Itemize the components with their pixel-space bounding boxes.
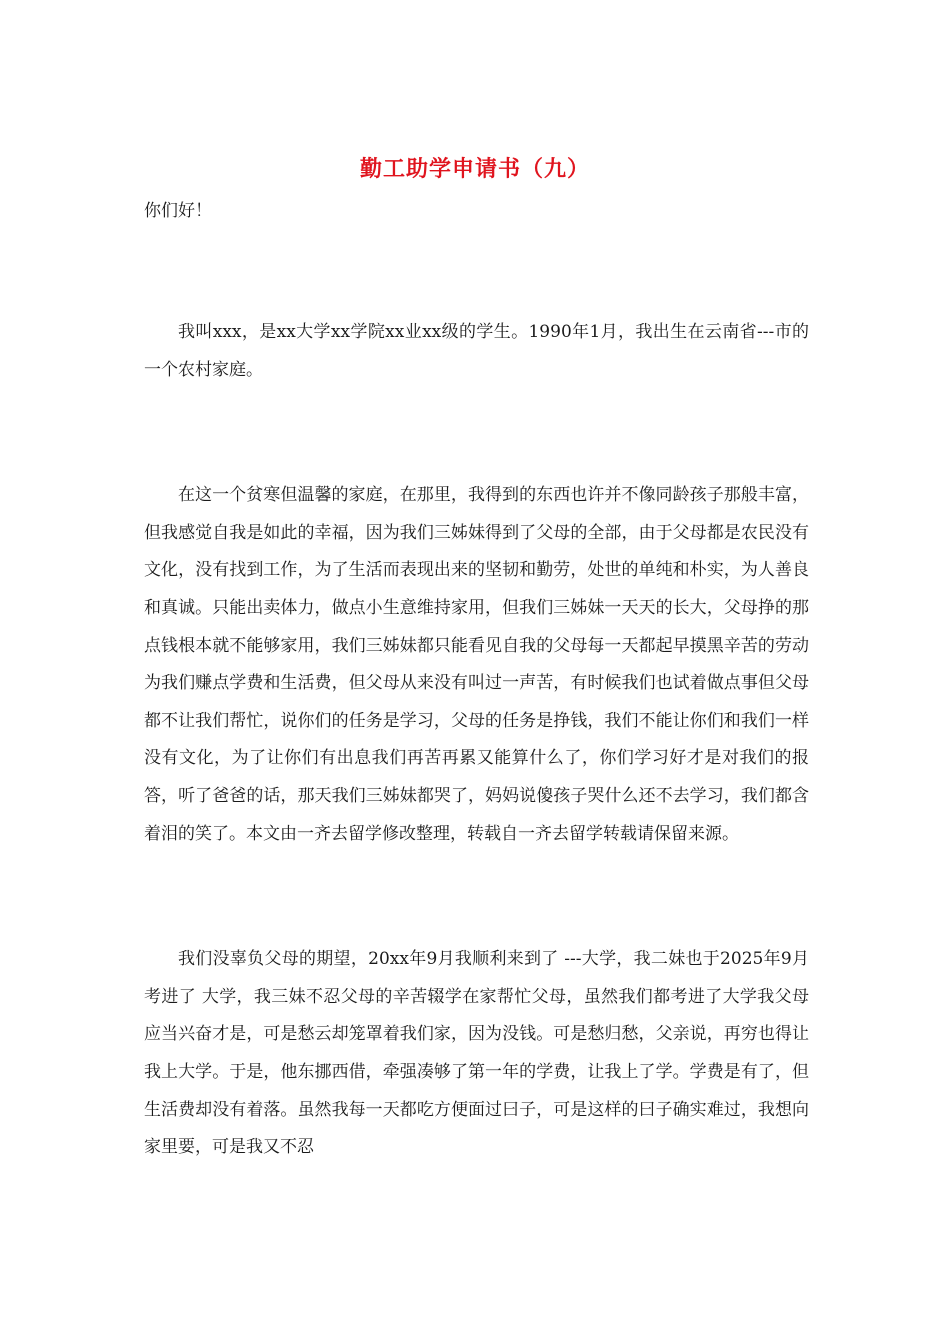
paragraph-family: 在这一个贫寒但温馨的家庭，在那里，我得到的东西也许并不像同龄孩子那般丰富，但我感觉自我是如此的幸福，因为我们三姊妹得到了父母的全部，由于父母都是农民没有文化，没有找到工作，为了生活而表现出来的坚韧和勤劳，处世的单纯和朴实，为人善良和真诚。只能出卖体力，做点小生意维持家用，但我们三姊妹一天天的长大，父母挣的那点钱根本就不能够家用，我们三姊妹都只能看见自我的父母每一天都起早摸黑辛苦的劳动为我们赚点学费和生活费，但父母从来没有叫过一声苦，有时候我们也试着做点事但父母都不让我们帮忙，说你们的任务是学习，父母的任务是挣钱，我们不能让你们和我们一样没有文化，为了让你们有出息我们再苦再累又能算什么了，你们学习好才是对我们的报答，听了爸爸的话，那天我们三姊妹都哭了，妈妈说傻孩子哭什么还不去学习，我们都含着泪的笑了。本文由一齐去留学修改整理，转载自一齐去留学转载请保留来源。 bbox=[144, 485, 809, 844]
greeting-line: 你们好！ bbox=[144, 201, 212, 221]
paragraph-university: 我们没辜负父母的期望，20xx年9月我顺利来到了 ---大学，我二妹也于2025年9月考进了 大学，我三妹不忍父母的辛苦辍学在家帮忙父母，虽然我们都考进了大学我父母应当兴奋才是，可是愁云却笼罩着我们家，因为没钱。可是愁归愁，父亲说，再穷也得让我上大学。于是，他东挪西借，牵强凑够了第一年的学费，让我上了学。学费是有了，但生活费却没有着落。虽然我每一天都吃方便面过曰子，可是这样的曰子确实难过，我想向家里要，可是我又不忍 bbox=[144, 949, 809, 1158]
document-body bbox=[144, 196, 809, 1167]
paragraph-introduction: 我叫xxx，是xx大学xx学院xx业xx级的学生。1990年1月，我出生在云南省---市的一个农村家庭。 bbox=[144, 322, 809, 380]
document-title: 勤工助学申请书（九） bbox=[359, 157, 590, 182]
